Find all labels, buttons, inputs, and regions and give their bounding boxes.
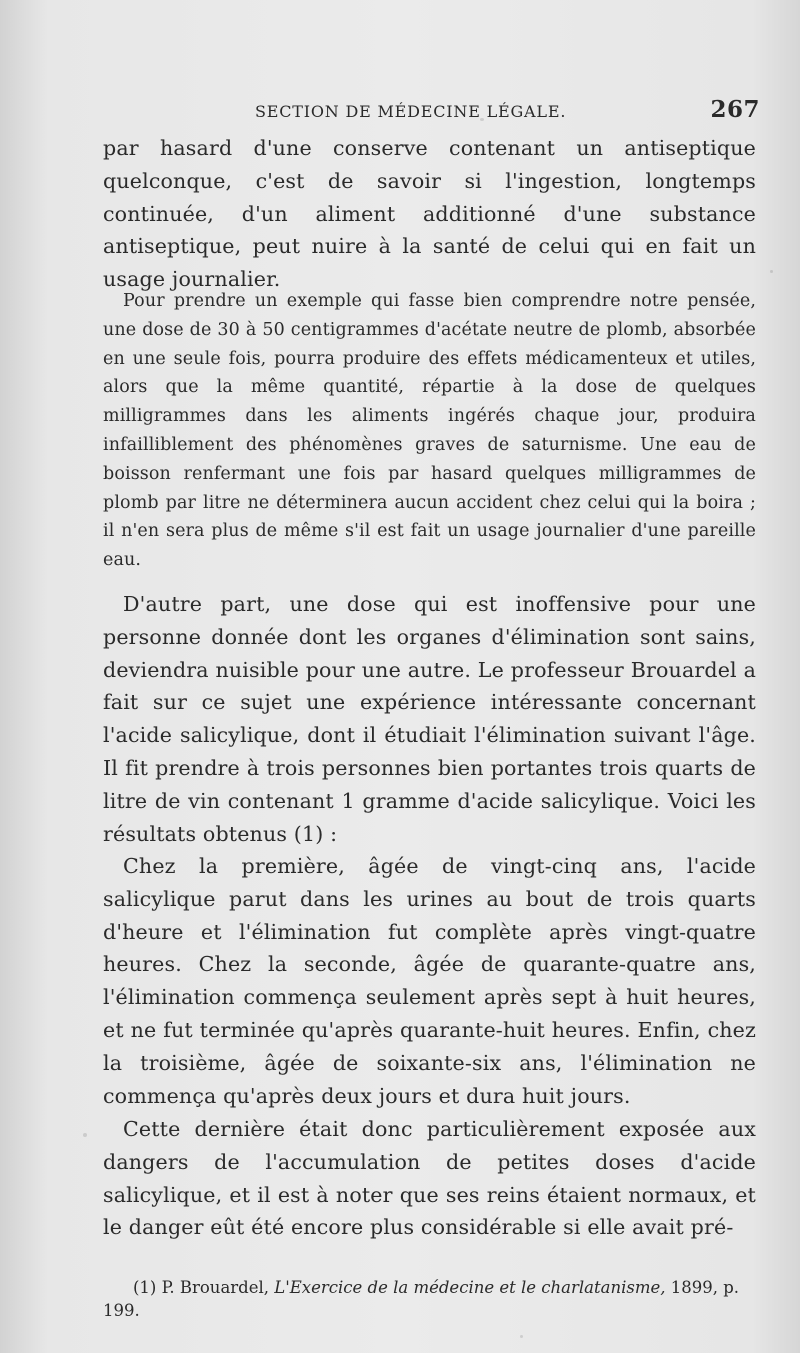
paper-speck xyxy=(520,1335,523,1338)
paragraph-brouardel-experiment: D'autre part, une dose qui est inoffensive pour une personne donnée dont les organes d'élimination sont sains, deviendra nuisible pour une autre. Le professeur Brouardel a fait sur ce sujet une expérience intéressante concernant l'acide salicylique, dont il étudiait l'élimination suivant l'âge. Il fit prendre à trois personnes bien portantes trois quarts de litre de vin contenant 1 gramme d'acide salicylique. Voici les résultats obtenus (1) : xyxy=(103,592,756,846)
footnote-details: 1899, p. 199. xyxy=(103,1278,740,1320)
paper-speck xyxy=(83,1133,87,1137)
paragraph-example: Pour prendre un exemple qui fasse bien comprendre notre pensée, une dose de 30 à 50 centigrammes d'acétate neutre de plomb, absorbée en une seule fois, pourra produire des effets médicamenteux et utiles, alors que la même quantité, répartie à la dose de quelques milligrammes dans les aliments ingérés chaque jour, produira infailliblement des phénomènes graves de saturnisme. Une eau de boisson renfermant une fois par hasard quelques milligrammes de plomb par litre ne déterminera aucun accident chez celui qui la boira ; il n'en sera plus de même s'il est fait un usage journalier d'une pareille eau. xyxy=(103,291,756,571)
paragraph-continuation: par hasard d'une conserve contenant un antiseptique quelconque, c'est de savoir si l'ingestion, longtemps continuée, d'un aliment additionné d'une substance antiseptique, peut nuire à la santé de celui qui en fait un usage journalier. xyxy=(103,136,756,292)
footnote xyxy=(103,1276,757,1322)
footnote-title: L'Exercice de la médecine et le charlatanisme, xyxy=(274,1278,666,1297)
paragraph-danger: Cette dernière était donc particulièrement exposée aux dangers de l'accumulation de petites doses d'acide salicylique, et il est à noter que ses reins étaient normaux, et le danger eût été encore plus considérable si elle avait pré- xyxy=(103,1117,756,1240)
paragraph-results: Chez la première, âgée de vingt-cinq ans, l'acide salicylique parut dans les urines au bout de trois quarts d'heure et l'élimination fut complète après vingt-quatre heures. Chez la seconde, âgée de quarante-quatre ans, l'élimination commença seulement après sept à huit heures, et ne fut terminée qu'après quarante-huit heures. Enfin, chez la troisième, âgée de soixante-six ans, l'élimination ne commença qu'après deux jours et dura huit jours. xyxy=(103,854,756,1108)
page-header xyxy=(255,96,760,128)
paper-speck xyxy=(770,270,773,273)
running-title: SECTION DE MÉDECINE LÉGALE. xyxy=(255,102,567,121)
footnote-marker-author: (1) P. Brouardel, xyxy=(133,1278,270,1297)
page-number: 267 xyxy=(710,96,760,123)
